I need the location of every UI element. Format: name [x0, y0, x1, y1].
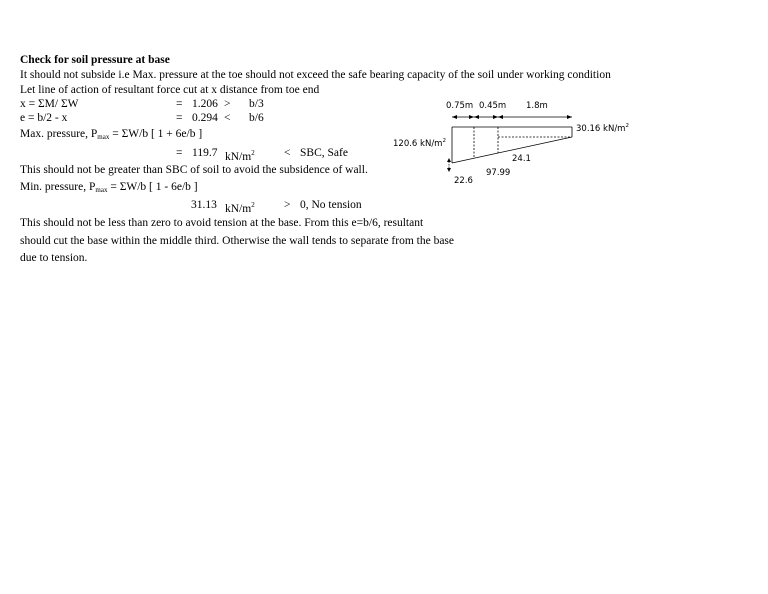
value-label-22-6: 22.6	[454, 176, 473, 186]
eq-e-rhs: b/6	[249, 112, 264, 124]
eq-e-equals: =	[176, 112, 183, 124]
pressure-diagram	[388, 94, 648, 190]
pmax-formula-post: = ΣW/b [ 1 + 6e/b ]	[109, 128, 203, 140]
pmin-formula	[20, 180, 198, 197]
pmax-value: 119.7	[192, 147, 218, 159]
dim-label-0-75: 0.75m	[446, 101, 474, 111]
left-vertical-arrow	[447, 158, 451, 172]
paragraph-line-3: due to tension.	[20, 252, 88, 264]
text-line-subside: It should not subside i.e Max. pressure at the toe should not exceed the safe bearing capacity of the soil under working condition	[20, 69, 611, 81]
eq-x-lhs: x = ΣM/ ΣW	[20, 98, 79, 110]
pmin-operator: >	[284, 199, 291, 211]
eq-e-lhs: e = b/2 - x	[20, 112, 68, 124]
pressure-label-left	[393, 138, 446, 149]
section-heading: Check for soil pressure at base	[20, 54, 170, 66]
pressure-label-left-sup: 2	[442, 138, 446, 144]
eq-e-value: 0.294	[192, 112, 218, 124]
pmin-unit	[225, 198, 255, 216]
pmax-remark: SBC, Safe	[300, 147, 348, 159]
pmax-operator: <	[284, 147, 291, 159]
eq-x-value: 1.206	[192, 98, 218, 110]
eq-x-operator: >	[224, 98, 231, 110]
paragraph-line-1: This should not be less than zero to avoid tension at the base. From this e=b/6, resultant	[20, 217, 424, 229]
text-line-resultant: Let line of action of resultant force cut at x distance from toe end	[20, 84, 320, 96]
eq-x-equals: =	[176, 98, 183, 110]
text-line-sbc: This should not be greater than SBC of soil to avoid the subsidence of wall.	[20, 164, 368, 176]
pmax-formula	[20, 127, 202, 144]
pmax-unit-sup: 2	[251, 149, 255, 157]
pmin-value: 31.13	[191, 199, 217, 211]
pmax-equals: =	[176, 147, 183, 159]
dim-label-1-8: 1.8m	[526, 101, 548, 111]
pmin-remark: 0, No tension	[300, 199, 362, 211]
value-label-97-99: 97.99	[486, 168, 511, 178]
pmax-unit-text: kN/m	[225, 151, 252, 163]
pmin-formula-sub: max	[95, 186, 108, 194]
pressure-label-right-text: 30.16 kN/m	[576, 124, 626, 134]
eq-x-rhs: b/3	[249, 98, 264, 110]
pmin-unit-sup: 2	[251, 201, 255, 209]
pmin-unit-text: kN/m	[225, 203, 252, 215]
pressure-label-right-sup: 2	[625, 123, 629, 129]
pressure-label-right	[576, 123, 629, 134]
paragraph-line-2: should cut the base within the middle third. Otherwise the wall tends to separate from the base	[20, 235, 455, 247]
pmax-formula-sub: max	[97, 133, 110, 141]
pmax-formula-pre: Max. pressure, P	[20, 128, 98, 140]
pressure-label-left-text: 120.6 kN/m	[393, 139, 443, 149]
pmax-unit	[225, 146, 255, 164]
pmin-formula-post: = ΣW/b [ 1 - 6e/b ]	[107, 181, 198, 193]
pmin-formula-pre: Min. pressure, P	[20, 181, 96, 193]
value-label-24-1: 24.1	[512, 154, 531, 164]
dimension-line	[452, 115, 572, 119]
eq-e-operator: <	[224, 112, 231, 124]
dim-label-0-45: 0.45m	[479, 101, 507, 111]
